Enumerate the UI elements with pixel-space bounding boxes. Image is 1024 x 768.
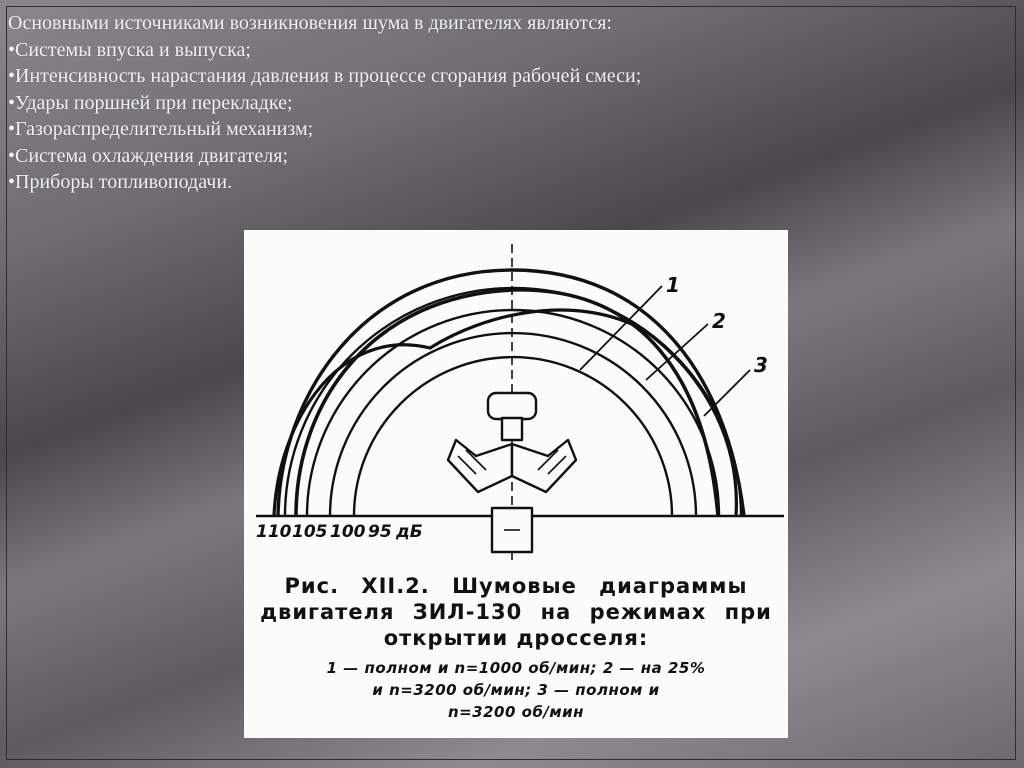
leader-line-3 <box>704 370 750 416</box>
figure-legend <box>244 657 788 723</box>
noise-diagram-figure <box>244 230 788 738</box>
caption-line: открытии дросселя: <box>383 626 649 650</box>
curve-label-1: 1 <box>666 273 680 297</box>
legend-line: и n=3200 об/мин; 3 — полном и <box>372 681 660 699</box>
bullet-item: •Газораспределительный механизм; <box>8 118 314 140</box>
legend-line: 1 — полном и n=1000 об/мин; 2 — на 25% <box>326 659 706 677</box>
intro-text: Основными источниками возникновения шума в двигателях являются: <box>8 12 612 34</box>
caption-line: двигателя ЗИЛ-130 на режимах при <box>260 600 772 624</box>
curve-label-3: 3 <box>754 353 768 377</box>
scale-label-105: 105 <box>292 522 328 542</box>
legend-line: n=3200 об/мин <box>447 703 585 721</box>
figure-caption <box>244 573 788 723</box>
scale-label-100: 100 <box>330 522 366 542</box>
caption-line: Рис. XII.2. Шумовые диаграммы <box>284 574 748 598</box>
bullet-item: •Удары поршней при перекладке; <box>8 91 293 114</box>
bullet-item: •Системы впуска и выпуска; <box>8 38 251 61</box>
scale-label-95: 95 <box>368 522 392 542</box>
scale-label-110: 110 <box>256 522 292 542</box>
curve-label-2: 2 <box>712 309 726 333</box>
bullet-item: •Система охлаждения двигателя; <box>8 144 289 167</box>
scale-unit-label: дБ <box>396 522 423 542</box>
bullet-item: •Приборы топливоподачи. <box>8 171 233 193</box>
slide-text-block <box>8 10 1008 196</box>
bullet-item: •Интенсивность нарастания давления в процессе сгорания рабочей смеси; <box>8 65 642 87</box>
noise-diagram-drawing <box>244 230 788 570</box>
engine-sketch <box>448 393 576 552</box>
